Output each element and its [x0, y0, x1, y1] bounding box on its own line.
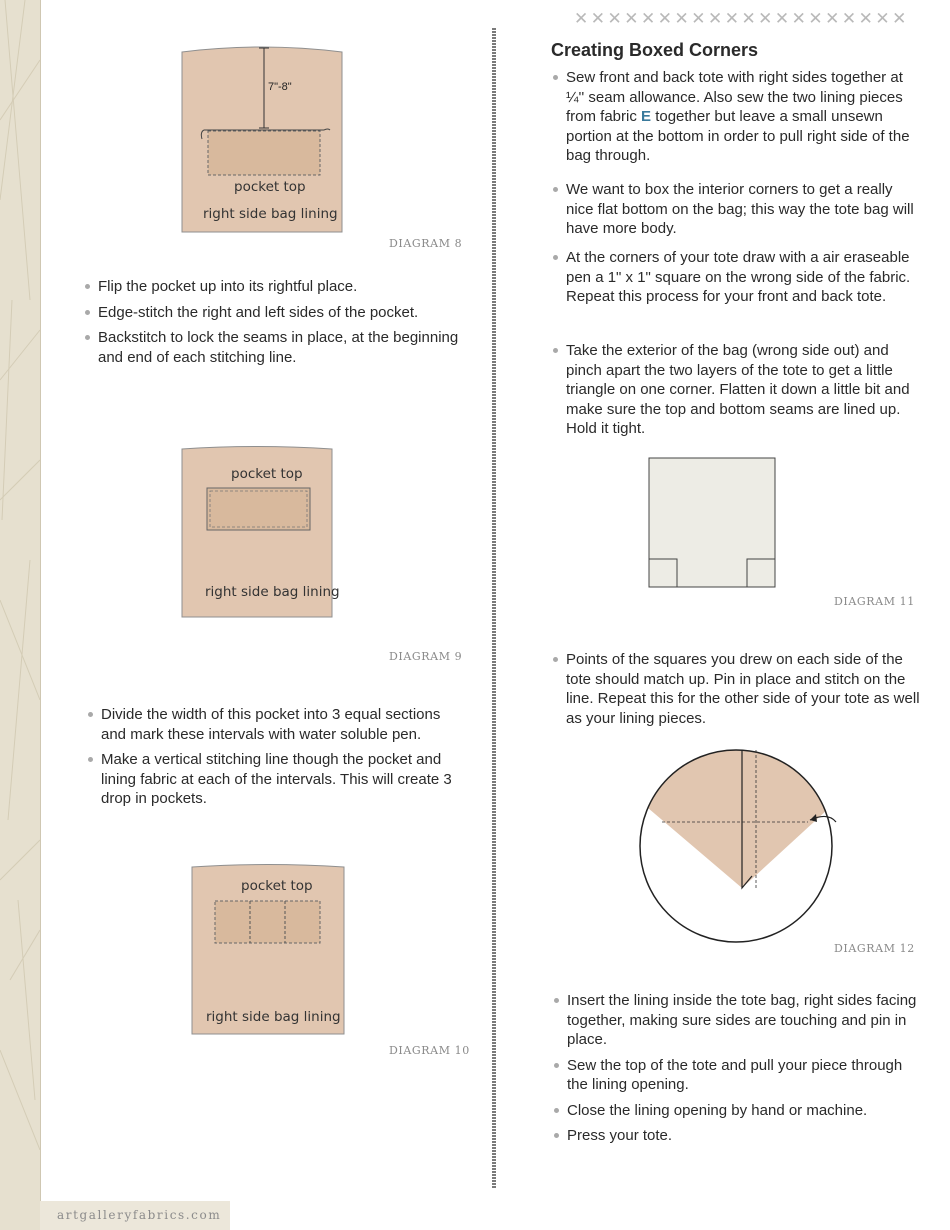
steps-list-finish-tote [553, 991, 923, 1152]
steps-list-divide-pocket [87, 705, 457, 815]
diagram-10 [190, 863, 360, 1038]
list-item: We want to box the interior corners to get a really nice flat bottom on the bag; this way the tote bag will have more body. [552, 180, 924, 239]
list-item: Edge-stitch the right and left sides of the pocket. [84, 303, 462, 323]
diagram-12-caption: DIAGRAM 12 [834, 942, 915, 955]
diagram-11-caption: DIAGRAM 11 [834, 595, 915, 608]
pocket-top-label: pocket top [231, 466, 303, 482]
pocket-top-label: pocket top [234, 179, 306, 195]
pocket-rect [215, 901, 320, 943]
footer-website: artgalleryfabrics.com [40, 1201, 230, 1230]
diagram-11 [648, 457, 778, 590]
steps-list-match-points [552, 650, 924, 728]
steps-list-pinch-triangle [552, 341, 924, 439]
list-item: Close the lining opening by hand or machine. [553, 1101, 923, 1121]
diagram-9-caption: DIAGRAM 9 [389, 650, 463, 663]
section-title-boxed-corners: Creating Boxed Corners [551, 40, 759, 60]
list-item: Sew front and back tote with right sides together at ¼'' seam allowance. Also sew the two lining pieces from fabric E together but leave a small unsewn portion at the bottom in order to pull right side of the bag through. [552, 68, 924, 166]
list-item: At the corners of your tote draw with a air eraseable pen a 1" x 1" square on the wrong side of the fabric. Repeat this process for your front and back tote. [552, 248, 924, 307]
pocket-top-label: pocket top [241, 878, 313, 894]
steps-list-box-corners [552, 180, 924, 239]
list-item: Make a vertical stitching line though the pocket and lining fabric at each of the intervals. This will create 3 drop in pockets. [87, 750, 457, 809]
diagram-8 [180, 44, 360, 236]
linen-texture-lines [0, 0, 40, 1230]
diagram-9 [180, 445, 360, 620]
list-item: Sew the top of the tote and pull your piece through the lining opening. [553, 1056, 923, 1095]
stitch-marks-decoration: ✕✕✕✕✕✕✕✕✕✕✕✕✕✕✕✕✕✕✕✕ [574, 9, 909, 28]
list-item: Points of the squares you drew on each side of the tote should match up. Pin in place and stitch on the line. Repeat this for the other side of your tote as well as your lining pieces. [552, 650, 924, 728]
lining-label: right side bag lining [203, 206, 338, 222]
list-item: Backstitch to lock the seams in place, at the beginning and end of each stitching line. [84, 328, 462, 367]
pocket-rect [208, 131, 320, 175]
measurement-label: 7"-8" [268, 81, 292, 93]
list-item: Press your tote. [553, 1126, 923, 1146]
linen-side-strip [0, 0, 41, 1230]
fabric-letter: E [641, 108, 652, 125]
steps-list-sew-tote [552, 68, 924, 166]
diagram-12 [638, 748, 840, 946]
steps-list-draw-squares [552, 248, 924, 307]
list-item: Insert the lining inside the tote bag, right sides facing together, making sure sides are touching and pin in place. [553, 991, 923, 1050]
lining-label: right side bag lining [205, 584, 340, 600]
column-divider-stitch [492, 28, 496, 1188]
list-item: Divide the width of this pocket into 3 equal sections and mark these intervals with water soluble pen. [87, 705, 457, 744]
diagram-8-caption: DIAGRAM 8 [389, 237, 463, 250]
pinched-triangle [638, 748, 840, 888]
pocket-rect [207, 488, 310, 530]
diagram-10-caption: DIAGRAM 10 [389, 1044, 470, 1057]
list-item: Take the exterior of the bag (wrong side out) and pinch apart the two layers of the tote to get a little triangle on one corner. Flatten it down a little bit and make sure the top and bottom seams are lined up. Hold it tight. [552, 341, 924, 439]
lining-label: right side bag lining [206, 1009, 341, 1025]
tote-panel [649, 458, 775, 587]
list-item: Flip the pocket up into its rightful place. [84, 277, 462, 297]
steps-list-pocket-flip [84, 277, 462, 373]
